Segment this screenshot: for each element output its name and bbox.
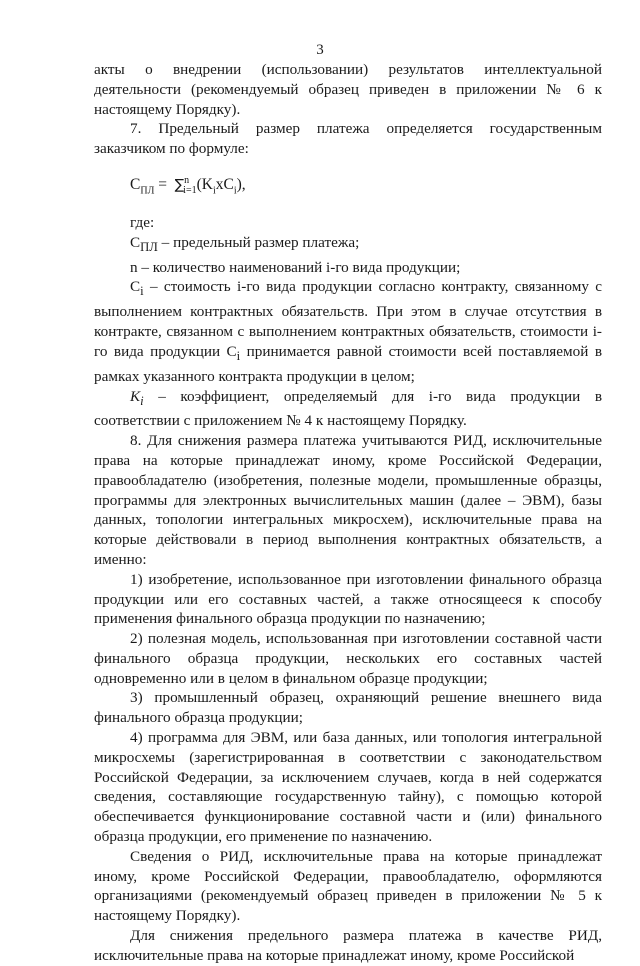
list-item: 3) промышленный образец, охраняющий решение внешнего вида финального образца продукции; (94, 689, 602, 727)
where-label: где: (130, 214, 155, 232)
paragraph: Для снижения предельного размера платежа в качестве РИД, исключительные права на которые принадлежат иному, кроме Российской (94, 927, 602, 964)
definition-ki: $K_i$ – коэффициент, определяемый для i-го вида продукции в соответствии с приложением № 4 к настоящему Порядку. (94, 387, 602, 430)
formula: $C_{ПЛ} = \sum^n_{i=1}(K_ixC_i)$, (130, 174, 246, 197)
definition-n: n – количество наименований i-го вида продукции; (130, 258, 461, 276)
page-number: 3 (316, 42, 324, 58)
list-item: 1) изобретение, использованное при изготовлении финального образца продукции или его составных частей, а также относящееся к способу применения финального образца продукции по назначению; (94, 570, 602, 628)
paragraph: Сведения о РИД, исключительные права на которые принадлежат иному, кроме Российской Федерации, правообладателю, оформляются организациями (рекомендуемый образец приведен в приложении № 5 к настоящему Порядку). (94, 847, 602, 925)
paragraph: акты о внедрении (использовании) результатов интеллектуальной деятельности (рекомендуемый образец приведен в приложении № 6 к настоящему Порядку). (94, 61, 602, 118)
document-body (94, 60, 602, 966)
paragraph-8: 8. Для снижения размера платежа учитываются РИД, исключительные права на которые принадлежат иному, кроме Российской Федерации, правообладателю (изобретения, полезные модели, промышленные образцы, программы для электронных вычислительных машин (далее – ЭВМ), базы данных, топологии интегральных микросхем), исключительные права на которые действовали в период выполнения контрактных обязательств, а именно: (94, 432, 602, 568)
list-item: 2) полезная модель, использованная при изготовлении составной части финального образца продукции, нескольких его составных частей одновременно или в целом в финальном образце продукции; (94, 630, 602, 687)
definition-cpl: $C_{ПЛ}$ – предельный размер платежа; (130, 233, 360, 254)
paragraph: 7. Предельный размер платежа определяется государственным заказчиком по формуле: (94, 120, 602, 158)
list-item: 4) программа для ЭВМ, или база данных, или топология интегральной микросхемы (зарегистрированная в соответствии с законодательством Российской Федерации, за исключением случаев, когда в ней содержатся сведения, составляющие государственную тайну), с помощью которой обеспечивается функционирование составной части и (или) финального образца продукции, его применение по назначению. (94, 729, 602, 846)
definition-ci: $C_i$ – стоимость i-го вида продукции согласно контракту, связанному с выполнением контрактных обязательств. При этом в случае отсутствия в контракте, связанном с выполнением контрактных обязательств, стоимости i-го вида продукции $C_i$ принимается равной стоимости всей поставляемой в рамках указанного контракта продукции в целом; (94, 278, 602, 385)
